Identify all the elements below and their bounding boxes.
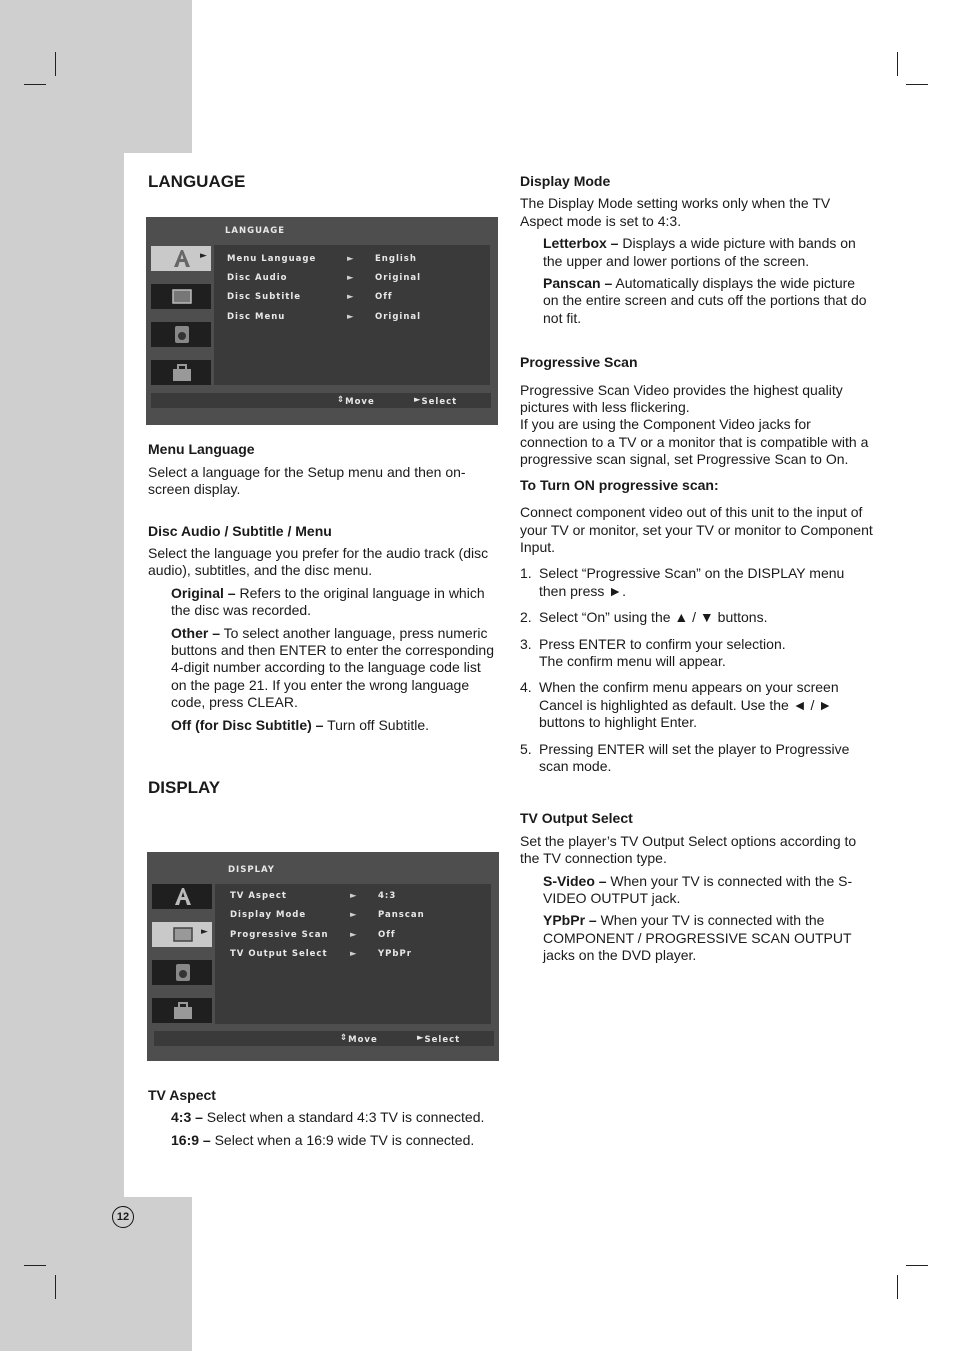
osd-row-disc-subtitle[interactable]: Disc Subtitle ► Off	[227, 292, 393, 302]
tv-output-title: TV Output Select	[520, 810, 633, 827]
tab-display[interactable]	[152, 922, 212, 947]
display-menu-screen	[147, 852, 499, 1061]
osd-title: LANGUAGE	[225, 226, 286, 236]
move-hint: ⇕ Move	[337, 395, 375, 407]
osd-footer	[151, 393, 491, 408]
osd-row-tv-output-select[interactable]: TV Output Select ► YPbPr	[230, 949, 412, 959]
arrow-icon: ►	[347, 312, 355, 322]
osd-footer	[154, 1031, 494, 1046]
language-heading: LANGUAGE	[148, 172, 246, 191]
arrow-icon: ►	[347, 292, 355, 302]
step-item: 1. Select “Progressive Scan” on the DISPLAY menu then press ►.	[520, 565, 845, 599]
crop-mark	[897, 1275, 898, 1299]
tv-output-text: Set the player’s TV Output Select options according to the TV connection type.	[520, 832, 857, 867]
tab-language[interactable]	[151, 246, 211, 271]
arrow-icon: ►	[347, 254, 355, 264]
tab-audio[interactable]	[152, 960, 212, 985]
tab-lock[interactable]	[151, 360, 211, 385]
progressive-scan-title: Progressive Scan	[520, 354, 638, 371]
audio-icon	[171, 324, 193, 345]
osd-row-disc-audio[interactable]: Disc Audio ► Original	[227, 273, 422, 283]
option-other: Other – To select another language, press numeric buttons and then ENTER to enter the corresponding 4-digit number according to the language code list on the page 21. If you enter the wrong language code, press CLEAR.	[171, 624, 494, 711]
crop-mark	[897, 52, 898, 76]
tab-language[interactable]	[152, 884, 212, 909]
display-icon	[172, 924, 194, 945]
osd-row-progressive-scan[interactable]: Progressive Scan ► Off	[230, 930, 396, 940]
menu-language-title: Menu Language	[148, 441, 255, 458]
crop-mark	[24, 1265, 46, 1266]
arrow-icon: ►	[350, 891, 358, 901]
turn-on-title: To Turn ON progressive scan:	[520, 476, 719, 493]
osd-row-display-mode[interactable]: Display Mode ► Panscan	[230, 910, 425, 920]
option-off: Off (for Disc Subtitle) – Turn off Subtitle.	[171, 716, 430, 733]
display-heading: DISPLAY	[148, 778, 221, 798]
steps-list	[520, 565, 874, 775]
option-ypbpr: YPbPr – When your TV is connected with the COMPONENT / PROGRESSIVE SCAN OUTPUT jacks on the DVD player.	[543, 912, 852, 964]
language-icon	[171, 248, 193, 269]
osd-row-tv-aspect[interactable]: TV Aspect ► 4:3	[230, 891, 397, 901]
right-column	[520, 173, 874, 965]
disc-audio-text: Select the language you prefer for the audio track (disc audio), subtitles, and the disc menu.	[148, 545, 489, 579]
crop-mark	[24, 84, 46, 85]
select-hint: ► Select	[417, 1033, 461, 1045]
step-item: 3. Press ENTER to confirm your selection. The confirm menu will appear.	[520, 635, 786, 669]
turn-on-text: Connect component video out of this unit to the input of your TV or monitor, set your TV or monitor to Component Input.	[520, 504, 873, 555]
arrow-icon: ►	[350, 910, 358, 920]
tv-aspect-title: TV Aspect	[148, 1087, 216, 1103]
option-s-video: S-Video – When your TV is connected with the S-VIDEO OUTPUT jack.	[543, 872, 853, 906]
osd-row-disc-menu[interactable]: Disc Menu ► Original	[227, 312, 422, 322]
tv-aspect-section	[148, 1087, 500, 1149]
osd-row-menu-language[interactable]: Menu Language ► English	[227, 254, 417, 264]
lock-icon	[171, 362, 193, 383]
audio-icon	[172, 962, 194, 983]
option-16-9: 16:9 – Select when a 16:9 wide TV is connected.	[171, 1131, 475, 1148]
lock-icon	[172, 1000, 194, 1021]
crop-mark	[906, 84, 928, 85]
arrow-icon: ►	[350, 930, 358, 940]
tab-pointer-icon: ►	[200, 251, 207, 261]
select-hint: ► Select	[414, 395, 458, 407]
page-number: 12	[112, 1206, 134, 1228]
display-mode-title: Display Mode	[520, 173, 611, 189]
option-4-3: 4:3 – Select when a standard 4:3 TV is connected.	[171, 1109, 485, 1126]
arrow-icon: ►	[347, 273, 355, 283]
display-icon	[171, 286, 193, 307]
crop-mark	[55, 52, 56, 76]
tab-pointer-icon: ►	[201, 927, 208, 937]
tab-display[interactable]	[151, 284, 211, 309]
step-item: 4. When the confirm menu appears on your screen Cancel is highlighted as default. Use the ◄ / ► buttons to highlight Enter.	[520, 679, 839, 731]
step-item: 5. Pressing ENTER will set the player to Progressive scan mode.	[520, 740, 850, 774]
option-panscan: Panscan – Automatically displays the wide picture on the entire screen and cuts off the portions that do not fit.	[543, 275, 867, 326]
disc-audio-title: Disc Audio / Subtitle / Menu	[148, 522, 332, 539]
step-item: 2. Select “On” using the ▲ / ▼ buttons.	[520, 609, 768, 626]
language-menu-screen	[146, 217, 498, 425]
language-icon	[172, 886, 194, 907]
osd-title: DISPLAY	[228, 865, 275, 875]
arrow-icon: ►	[350, 949, 358, 959]
progressive-scan-text: Progressive Scan Video provides the highest quality pictures with less flickering. If you are using the Component Video jacks for connection to a TV or a monitor that is compatible with a progressive scan signal, set Progressive Scan to On.	[520, 381, 869, 468]
option-letterbox: Letterbox – Displays a wide picture with bands on the upper and lower portions of the screen.	[543, 235, 856, 269]
tab-lock[interactable]	[152, 998, 212, 1023]
crop-mark	[55, 1275, 56, 1299]
crop-mark	[906, 1265, 928, 1266]
menu-language-text: Select a language for the Setup menu and then on-screen display.	[148, 463, 466, 498]
display-mode-text: The Display Mode setting works only when the TV Aspect mode is set to 4:3.	[520, 195, 831, 229]
option-original: Original – Refers to the original language in which the disc was recorded.	[171, 584, 485, 619]
tab-audio[interactable]	[151, 322, 211, 347]
move-hint: ⇕ Move	[340, 1033, 378, 1045]
